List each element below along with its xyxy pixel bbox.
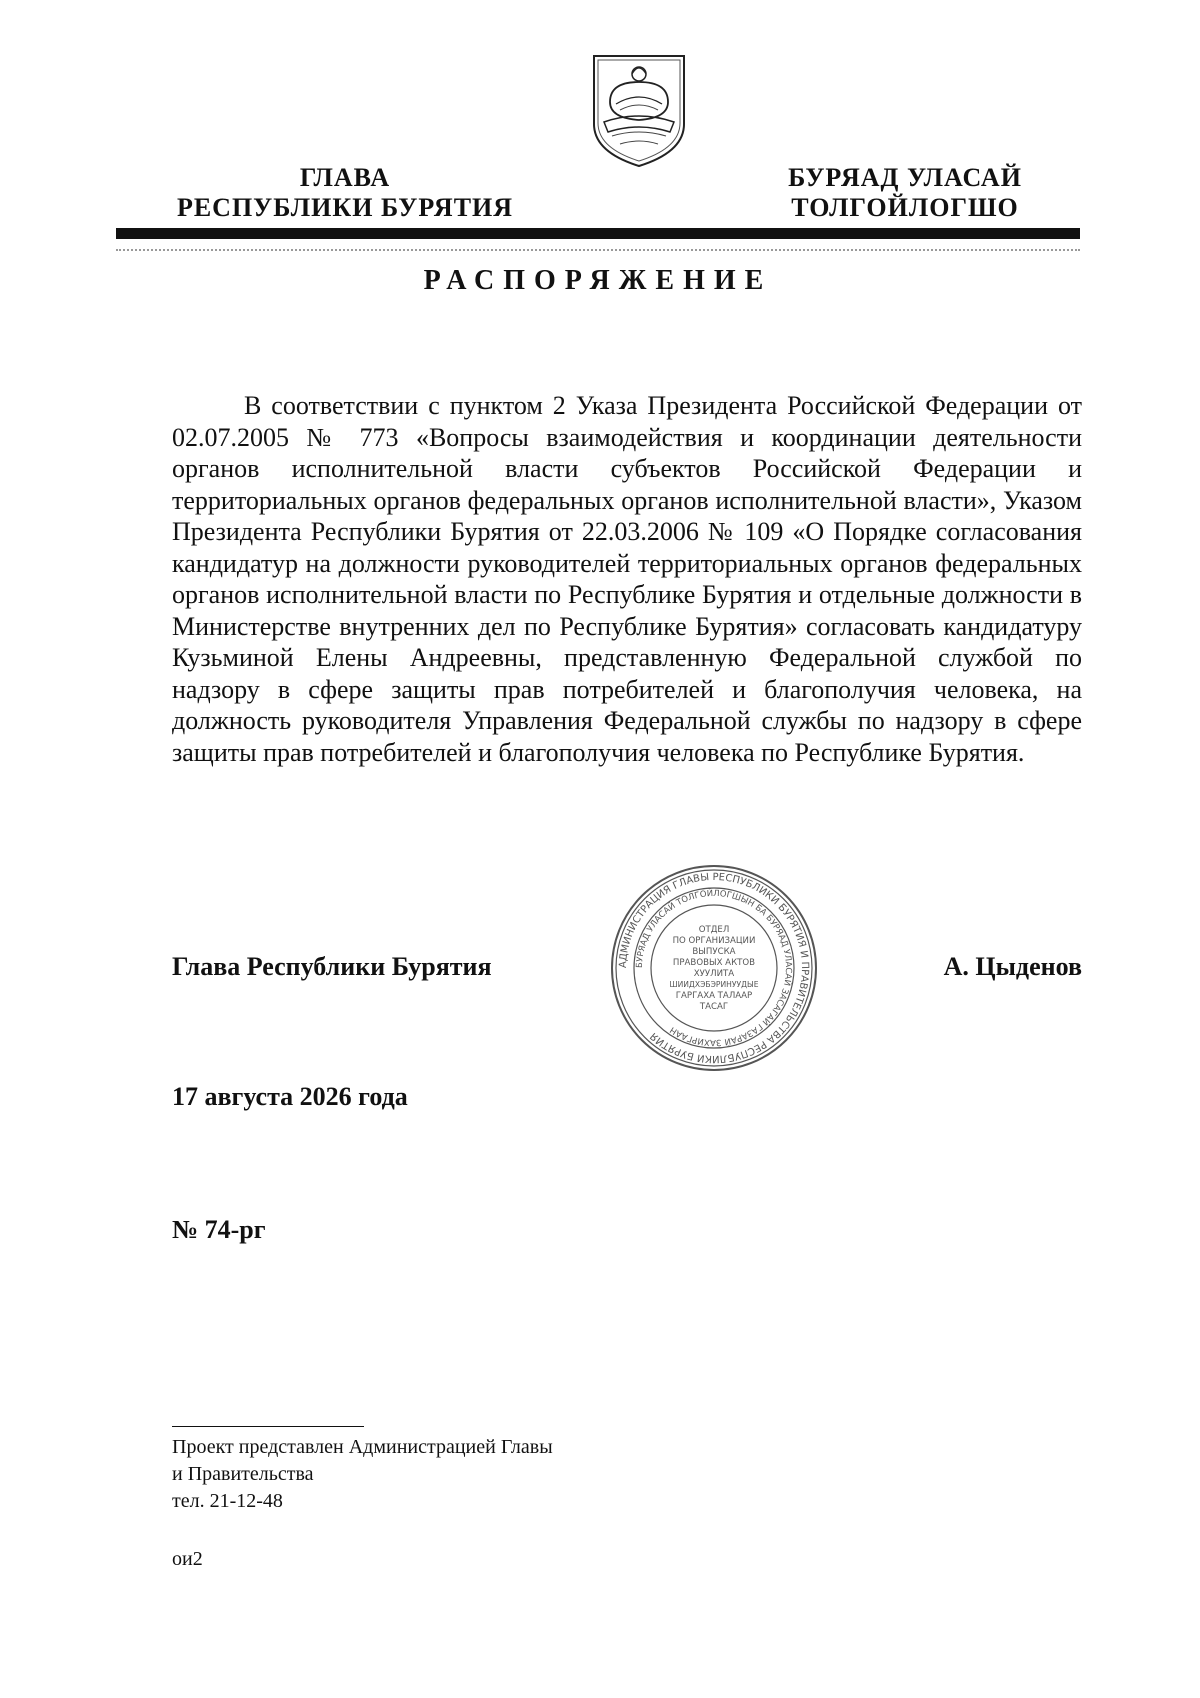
footer-phone: тел. 21-12-48 (172, 1490, 283, 1512)
header-dotted-rule (116, 249, 1080, 251)
document-body-text: В соответствии с пунктом 2 Указа Президента Российской Федерации от 02.07.2005 № 773 «Вопросы взаимодействия и координации деятельности органов исполнительной власти субъектов Российской Федерации и территориальных органов федеральных органов исполнительной власти», Указом Президента Республики Бурятия от 22.03.2006 № 109 «О Порядке согласования кандидатур на должности руководителей территориальных органов федеральных органов исполнительной власти по Республике Бурятия и отдельные должности в Министерстве внутренних дел по Республике Бурятия» согласовать кандидатуру Кузьминой Елены Андреевны, представленную Федеральной службой по надзору в сфере защиты прав потребителей и благополучия человека, на должность руководителя Управления Федеральной службы по надзору в сфере защиты прав потребителей и благополучия человека по Республике Бурятия. (172, 391, 1082, 767)
header-left-line2: РЕСПУБЛИКИ БУРЯТИЯ (176, 193, 514, 222)
document-date: 17 августа 2026 года (172, 1082, 408, 1111)
stamp-center-line: ШИИДХЭБЭРИНУУДЫЕ (669, 980, 759, 989)
footer-code: ои2 (172, 1548, 203, 1570)
stamp-center-line: ХУУЛИТА (693, 969, 735, 979)
stamp-center-line: ПРАВОВЫХ АКТОВ (672, 958, 756, 968)
stamp-inner-text: БУРЯАД УЛАСАЙ ТОЛГОЙЛОГШЫН БА БУРЯАД УЛАСАЙ ЗАСАГАЙ ГАЗАРАЙ ЗАХИРГААН (634, 888, 794, 1048)
signature-name: А. Цыденов (943, 952, 1082, 981)
stamp-center-line: ОТДЕЛ (698, 925, 730, 935)
stamp-center-line: ТАСАГ (699, 1002, 729, 1012)
stamp-center-line: ГАРГАХА ТАЛААР (675, 991, 753, 1001)
stamp-center-line: ПО ОРГАНИЗАЦИИ (672, 936, 756, 946)
stamp-outer-text: АДМИНИСТРАЦИЯ ГЛАВЫ РЕСПУБЛИКИ БУРЯТИЯ И ПРАВИТЕЛЬСТВА РЕСПУБЛИКИ БУРЯТИЯ (617, 871, 811, 1065)
footer-line-1: Проект представлен Администрацией Главы (172, 1436, 553, 1458)
coat-of-arms-emblem (590, 52, 688, 170)
header-left-line1: ГЛАВА (299, 163, 391, 192)
document-number: № 74-рг (172, 1215, 266, 1244)
footer-line-2: и Правительства (172, 1463, 314, 1485)
footer-rule (172, 1426, 364, 1427)
header-right-block (775, 163, 1035, 223)
header-right-line2: ТОЛГОЙЛОГШО (791, 193, 1019, 222)
stamp-center-line: ВЫПУСКА (692, 947, 736, 957)
header-right-line1: БУРЯАД УЛАСАЙ (788, 163, 1022, 192)
document-title: РАСПОРЯЖЕНИЕ (423, 265, 773, 296)
header-thick-rule (116, 228, 1080, 239)
official-stamp (608, 862, 820, 1074)
header-left-block (165, 163, 525, 223)
signature-role: Глава Республики Бурятия (172, 952, 492, 981)
